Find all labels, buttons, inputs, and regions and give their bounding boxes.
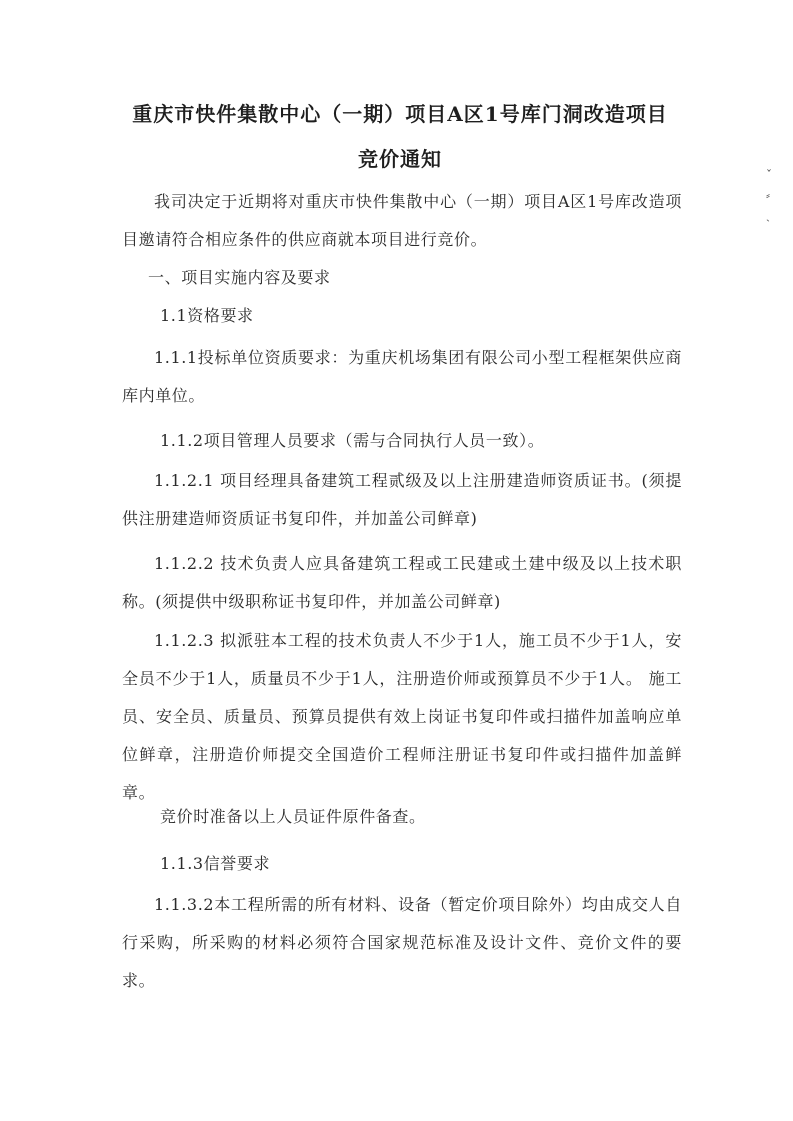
section-heading: 一、项目实施内容及要求: [148, 268, 331, 287]
intro-paragraph: 我司决定于近期将对重庆市快件集散中心（一期）项目A区1号库改造项目邀请符合相应条件的供应商就本项目进行竞价。: [122, 192, 682, 249]
paragraph-1-1-3-2: 1.1.3.2本工程所需的所有材料、设备（暂定价项目除外）均由成交人自行采购，所采购的材料必须符合国家规范标准及设计文件、竞价文件的要求。: [122, 895, 682, 990]
subsection-heading: 1.1资格要求: [160, 306, 254, 325]
subsection-heading-1-1-3: 1.1.3信誉要求: [160, 854, 271, 873]
paragraph-1-1-1: 1.1.1投标单位资质要求：为重庆机场集团有限公司小型工程框架供应商库内单位。: [122, 348, 682, 405]
paragraph-1-1-2-3: 1.1.2.3 拟派驻本工程的技术负责人不少于1人，施工员不少于1人，安全员不少于1人，质量员不少于1人，注册造价师或预算员不少于1人。 施工员、安全员、质量员、预算员提供有效上岗证书复印件或扫描件加盖响应单位鲜章，注册造价师提交全国造价工程师注册证书复印件或扫描件加盖鲜章。: [122, 631, 682, 802]
note-originals: 竞价时准备以上人员证件原件备查。: [160, 807, 426, 826]
document-title: 重庆市快件集散中心（一期）项目A区1号库门洞改造项目: [132, 102, 668, 126]
margin-marks: ˇ ⸗ ˏ: [766, 168, 772, 222]
paragraph-1-1-2-1: 1.1.2.1 项目经理具备建筑工程贰级及以上注册建造师资质证书。(须提供注册建造师资质证书复印件，并加盖公司鲜章): [122, 471, 682, 528]
paragraph-1-1-2-2: 1.1.2.2 技术负责人应具备建筑工程或工民建或土建中级及以上技术职称。(须提供中级职称证书复印件，并加盖公司鲜章): [122, 554, 682, 611]
paragraph-1-1-2: 1.1.2项目管理人员要求（需与合同执行人员一致）。: [160, 431, 545, 450]
document-subtitle: 竞价通知: [358, 147, 442, 171]
